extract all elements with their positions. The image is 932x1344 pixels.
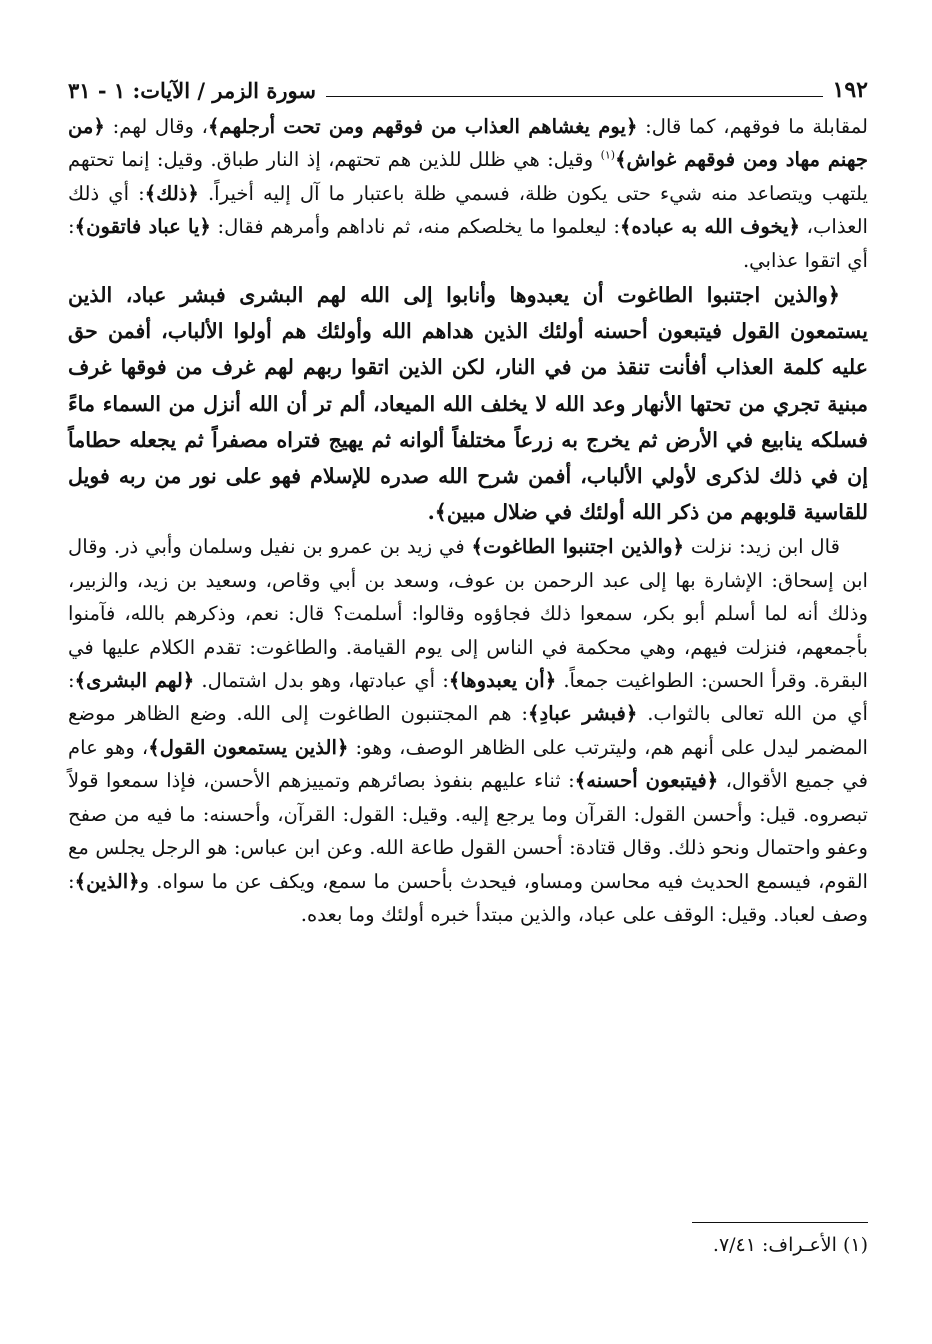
text-run: ، وهو عام في جميع الأقوال، (68, 735, 868, 793)
header-rule (326, 96, 823, 97)
quran-quote: ﴿الذين يستمعون القول﴾ (148, 735, 349, 759)
text-run: : أي من الله تعالى بالثواب. (68, 669, 868, 726)
text-run: : هم المجتنبون الطاغوت إلى الله. وضع الظاهر موضع المضمر ليدل على أنهم هم، وليترتب على الظاهر الوصف، وهو: (68, 702, 868, 759)
quran-quote: ﴿يخوف الله به عباده﴾ (620, 215, 801, 239)
quran-quote: ﴿والذين اجتنبوا الطاغوت﴾ (471, 535, 685, 559)
quran-quote: ﴿أن يعبدوها﴾ (448, 669, 557, 693)
quran-quote: ﴿لهم البشرى﴾ (74, 669, 195, 693)
footnote-rule (692, 1222, 868, 1223)
text-run: : ليعلموا ما يخلصكم منه، ثم ناداهم وأمرهم فقال: (210, 215, 620, 239)
paragraph-tafsir-2 (68, 530, 868, 931)
surah-label: سورة الزمر / الآيات: ١ - ٣١ (68, 77, 316, 103)
text-run: قال ابن زيد: نزلت (684, 535, 840, 559)
quran-quote: ﴿يا عباد فاتقون﴾ (74, 215, 211, 239)
footnote: (١) الأعـراف: ٧/٤١. (712, 1234, 868, 1256)
text-run: ، وقال لهم: (104, 115, 208, 138)
text-run: : أي ذلك العذاب، (68, 181, 869, 239)
paragraph-tafsir-1 (68, 110, 868, 277)
running-header (68, 70, 868, 110)
text-run: : أي اتقوا عذابي. (68, 215, 868, 272)
quran-quote: ﴿يوم يغشاهم العذاب من فوقهم ومن تحت أرجلهم﴾ (207, 115, 638, 138)
body-text (68, 110, 868, 931)
text-run: : أي عبادتها، وهو بدل اشتمال. (194, 669, 449, 693)
quran-quote: ﴿فبشر عبادِ﴾ (528, 702, 638, 726)
page (68, 70, 868, 1280)
text-run: وقيل: هي ظلل للذين هم تحتهم، إذ النار طباق. وقيل: إنما تحتهم يلتهب ويتصاعد منه شيء حتى يكون ظلة، فسمي ظلة باعتبار ما آل إليه أخيراً. (68, 148, 868, 205)
footnote-marker: (١) (600, 148, 616, 162)
text-run: : وصف لعباد. وقيل: الوقف على عباد، والذين مبتدأ خبره أولئك وما بعده. (68, 869, 868, 926)
quran-quote: ﴿ذلك﴾ (144, 181, 199, 205)
text-run: لمقابلة ما فوقهم، كما قال: (637, 115, 868, 138)
quran-quote: ﴿من جهنم مهاد ومن فوقهم غواش﴾ (68, 115, 868, 172)
quran-quote: ﴿الذين﴾ (74, 869, 140, 893)
text-run: في زيد بن عمرو بن نفيل وسلمان وأبي ذر. وقال ابن إسحاق: الإشارة بها إلى عبد الرحمن بن عوف، وسعد بن أبي وقاص، وسعيد بن زيد، والزبير، وذلك أنه لما أسلم أبو بكر، سمعوا ذلك فجاؤوه وقالوا: أسلمت؟ قال: نعم، وذكرهم بالله، فآمنوا بأجمعهم، فنزلت فيهم، وهي محكمة في الناس إلى يوم القيامة. والطاغوت: تقدم الكلام عليها في البقرة. وقرأ الحسن: الطواغيت جمعاً. (68, 535, 869, 693)
text-run: : ثناء عليهم بنفوذ بصائرهم وتمييزهم الأحسن، فإذا سمعوا قولاً تبصروه. قيل: وأحسن القول: القرآن وما يرجع إليه. وقيل: القول: القرآن، وأحسنه: ما فيه من صفح وعفو واحتمال ونحو ذلك. وقال قتادة: أحسن القول طاعة الله. وعن ابن عباس: هو الرجل يجلس مع القوم، فيسمع الحديث فيه محاسن ومساو، فيحدث بأحسن ما سمع، ويكف عن ما سواه. و (68, 769, 868, 893)
verse-block: ﴿والذين اجتنبوا الطاغوت أن يعبدوها وأنابوا إلى الله لهم البشرى فبشر عباد، الذين يستمعون القول فيتبعون أحسنه أولئك الذين هداهم الله وأولئك هم أولوا الألباب، أفمن حق عليه كلمة العذاب أفأنت تنقذ من في النار، لكن الذين اتقوا ربهم لهم غرف من فوقها غرف مبنية تجري من تحتها الأنهار وعد الله لا يخلف الله الميعاد، ألم تر أن الله أنزل من السماء ماءً فسلكه ينابيع في الأرض ثم يخرج به زرعاً مختلفاً ألوانه ثم يهيج فتراه مصفراً ثم يجعله حطاماً إن في ذلك لذكرى لأولي الألباب، أفمن شرح الله صدره للإسلام فهو على نور من ربه فويل للقاسية قلوبهم من ذكر الله أولئك في ضلال مبين﴾. (68, 283, 868, 525)
quran-quote: ﴿فيتبعون أحسنه﴾ (574, 769, 719, 793)
page-number: ١٩٢ (832, 77, 868, 103)
